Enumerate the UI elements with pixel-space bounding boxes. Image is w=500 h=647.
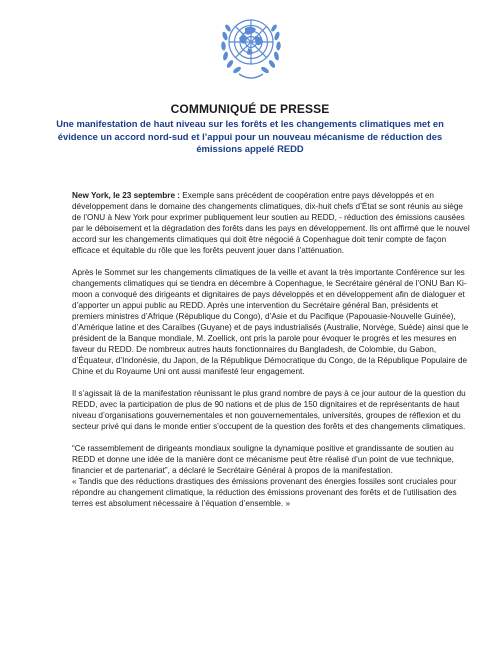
press-release-body (72, 190, 472, 520)
un-emblem-icon (215, 6, 287, 86)
page-title: COMMUNIQUÉ DE PRESSE (170, 102, 330, 116)
paragraph-4: “Ce rassemblement de dirigeants mondiaux souligne la dynamique positive et grandissante de soutien au REDD et donne une idée de la manière dont ce mécanisme peut être réalisé d’un point de vue technique, financier et de partenariat”, a déclaré le Secrétaire Général à propos de la manifestation. (72, 444, 454, 475)
paragraph-1-text: Exemple sans précédent de coopération entre pays développés et en développement dans le domaine des changements climatiques, dix-huit chefs d’État se sont réunis au siège de l’ONU à New York pour exprimer publiquement leur soutien au REDD, - réduction des émissions causées par le déboisement et la dégradation des forêts dans les pays en développement. Ils ont affirmé que le nouvel accord sur les changements climatiques qui doit être négocié à Copenhague doit tenir compte de façon efficace et équitable du rôle que les forêts peuvent jouer dans l’atténuation. (72, 191, 470, 255)
dateline: New York, le 23 septembre : (72, 191, 180, 200)
page-subtitle: Une manifestation de haut niveau sur les forêts et les changements climatiques met en évidence un accord nord-sud et l’appui pour un nouveau mécanisme de réduction des émissions appelé REDD (56, 118, 444, 154)
paragraph-1 (72, 190, 472, 256)
paragraph-2: Après le Sommet sur les changements climatiques de la veille et avant la très importante Conférence sur les changements climatiques qui se tiendra en décembre à Copenhague, le Secrétaire général de l’ONU Ban Ki-moon a convoqué des dirigeants et dignitaires de pays développés et en développement afin de dialoguer et d’apporter un appui public au REDD. Après une intervention du Secrétaire général Ban, présidents et premiers ministres d’Afrique (République du Congo), d’Asie et du Pacifique (Papouasie-Nouvelle Guinée), d’Amérique latine et des Caraïbes (Guyane) et de pays industrialisés (Australie, Norvège, Suède) ainsi que le président de la Banque mondiale, M. Zoellick, ont pris la parole pour évoquer le progrès et les mesures en faveur du REDD. De nombreux autres hauts fonctionnaires du Bangladesh, de Colombie, du Gabon, d’Équateur, d’Indonésie, du Japon, de la République Démocratique du Congo, de la République Populaire de Chine et du Royaume Uni ont aussi manifesté leur engagement. (72, 268, 469, 376)
press-release-heading (40, 102, 460, 156)
paragraph-3: Il s’agissait là de la manifestation réunissant le plus grand nombre de pays à ce jour autour de la question du REDD, avec la participation de plus de 90 nations et de plus de 150 dignitaires et de représentants de haut niveau d’organisations gouvernementales et non gouvernementales, universités, groupes de réflexion et du secteur privé qui dans le monde entier s’occupent de la question des forêts et des changements climatiques. (72, 389, 466, 431)
paragraph-5: « Tandis que des réductions drastiques des émissions provenant des énergies fossiles sont cruciales pour répondre au changement climatique, la réduction des émissions provenant des forêts et de l’utilisation des terres est absolument nécessaire à l’équation d’ensemble. » (72, 477, 457, 508)
